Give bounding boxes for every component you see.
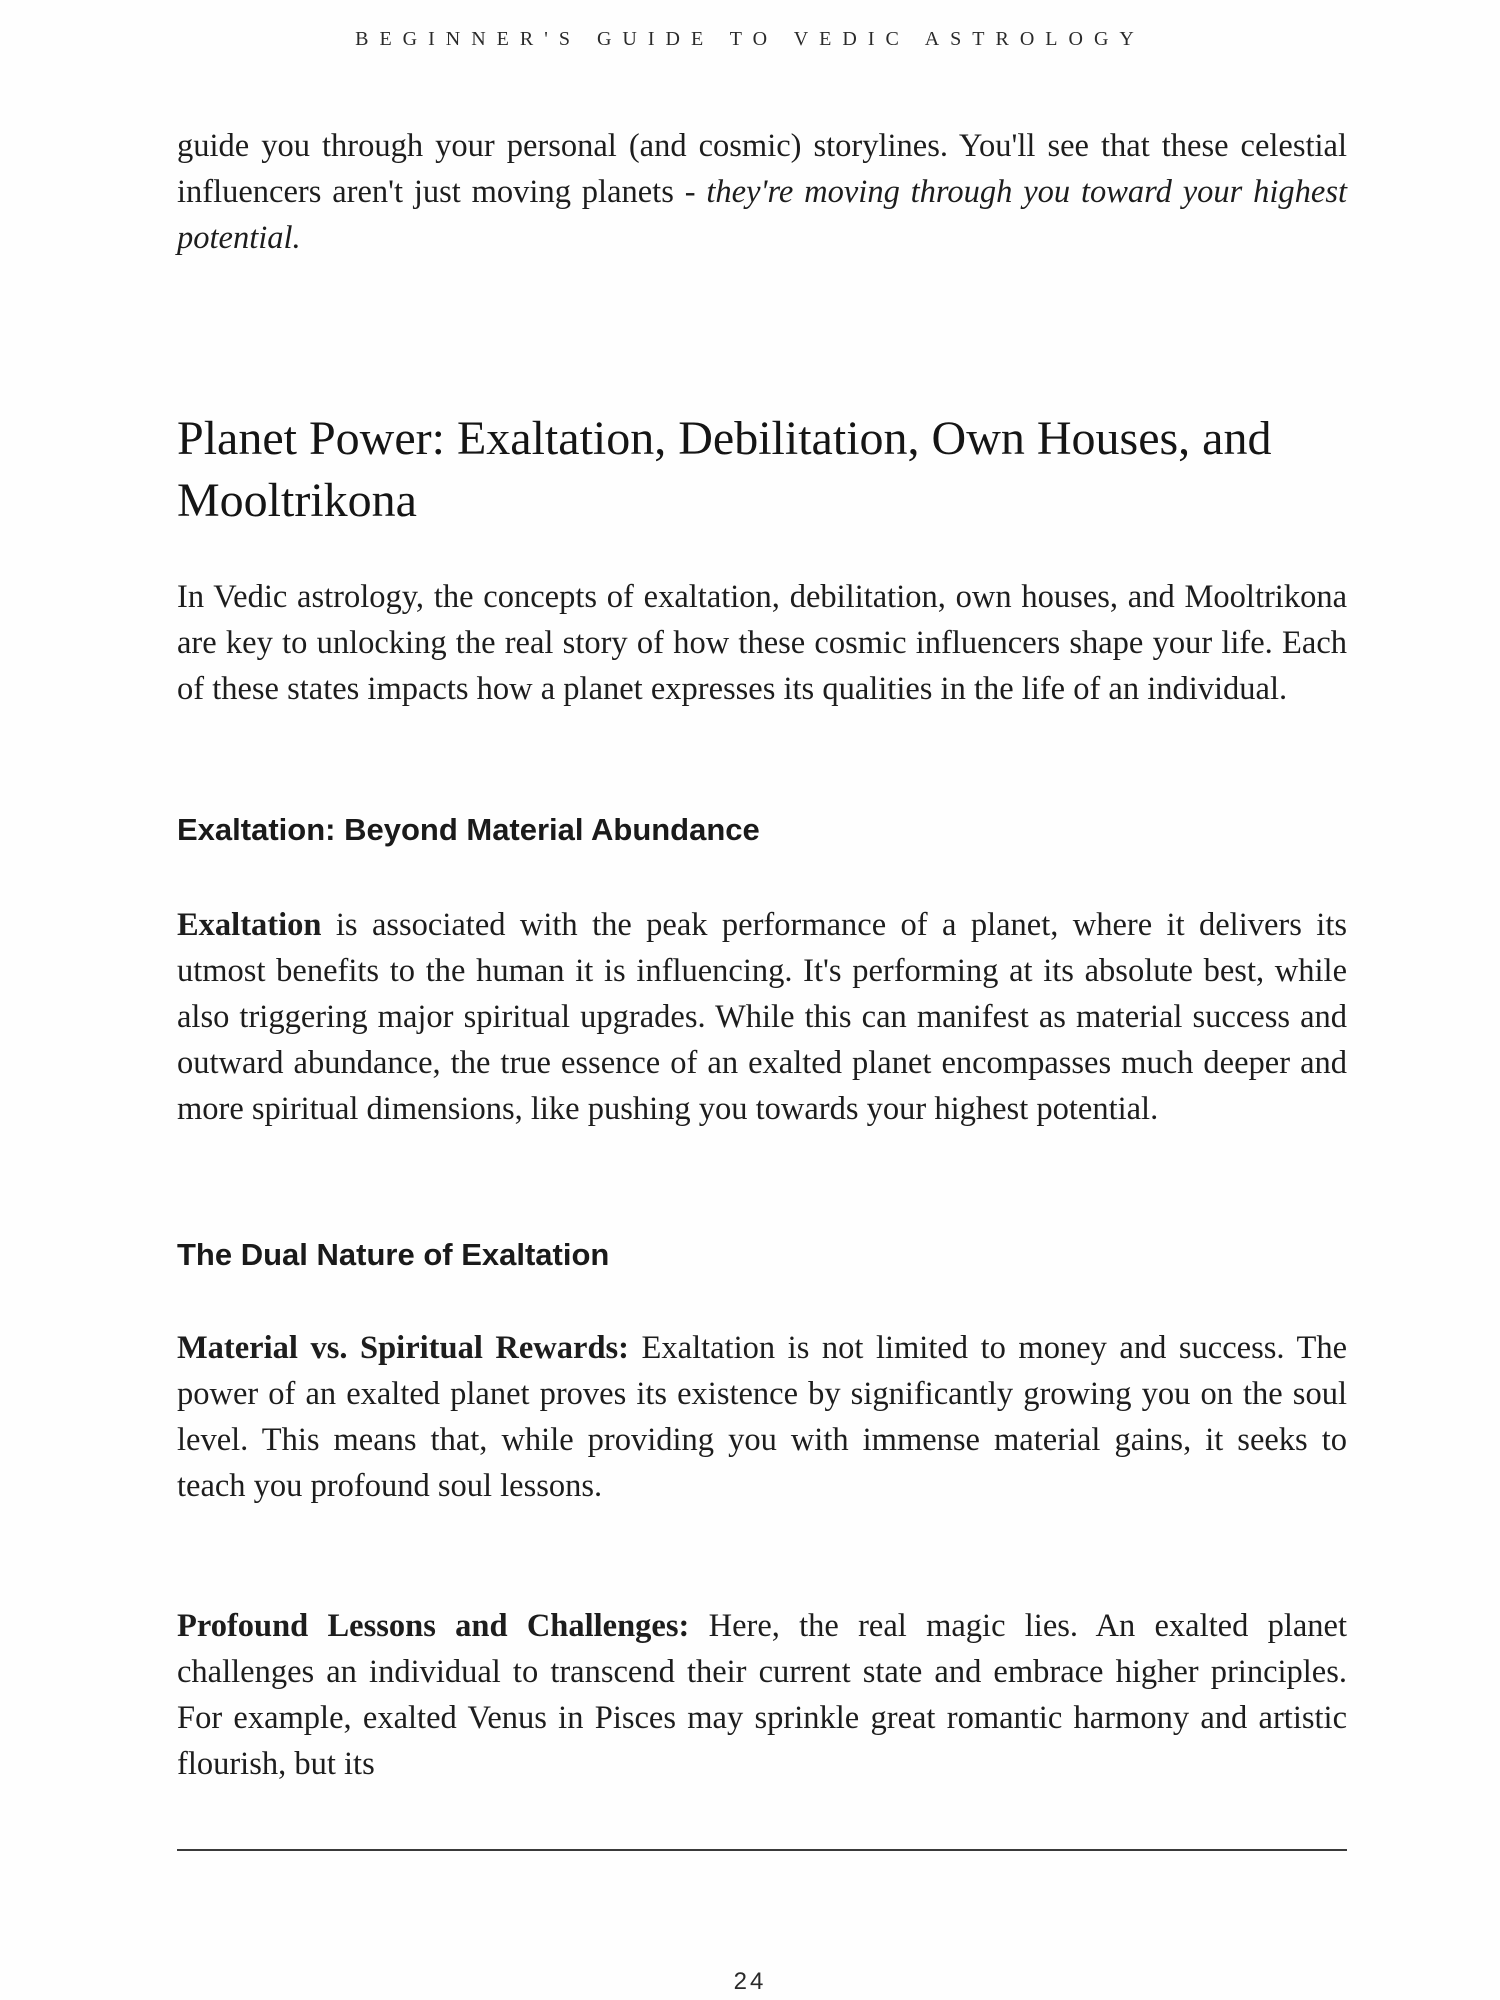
page-number: 24 bbox=[733, 1968, 767, 1995]
profound-text: Here, the real magic lies. An exalted planet challenges an individual to transcend their current state and embrace higher principles. For example, exalted Venus in Pisces may sprinkle great romantic harmony and artistic flourish, but its bbox=[177, 1608, 1347, 1782]
footer-divider bbox=[177, 1849, 1347, 1851]
section-intro-paragraph: In Vedic astrology, the concepts of exaltation, debilitation, own houses, and Mooltrikona are key to unlocking the real story of how these cosmic influencers shape your life. Each of these states impacts how a planet expresses its qualities in the life of an individual. bbox=[177, 579, 1347, 707]
profound-paragraph bbox=[177, 1603, 1347, 1787]
exaltation-term: Exaltation bbox=[177, 907, 322, 943]
material-term: Material vs. Spiritual Rewards: bbox=[177, 1330, 629, 1366]
intro-paragraph bbox=[177, 123, 1347, 261]
exaltation-text: is associated with the peak performance of a planet, where it delivers its utmost benefits to the human it is influencing. It's performing at its absolute best, while also triggering major spiritual upgrades. While this can manifest as material success and outward abundance, the true essence of an exalted planet encompasses much deeper and more spiritual dimensions, like pushing you towards your highest potential. bbox=[177, 907, 1347, 1127]
running-header: BEGINNER'S GUIDE TO VEDIC ASTROLOGY bbox=[355, 28, 1145, 50]
exaltation-heading: Exaltation: Beyond Material Abundance bbox=[177, 812, 760, 847]
intro-emphasis: they're moving through you toward your highest potential. bbox=[177, 174, 1347, 256]
intro-text: guide you through your personal (and cosmic) storylines. You'll see that these celestial influencers aren't just moving planets - bbox=[177, 128, 1347, 210]
material-paragraph bbox=[177, 1325, 1347, 1509]
profound-term: Profound Lessons and Challenges: bbox=[177, 1608, 690, 1644]
exaltation-paragraph bbox=[177, 902, 1347, 1132]
material-text: Exaltation is not limited to money and success. The power of an exalted planet proves its existence by significantly growing you on the soul level. This means that, while providing you with immense material gains, it seeks to teach you profound soul lessons. bbox=[177, 1330, 1347, 1504]
section-title: Planet Power: Exaltation, Debilitation, Own Houses, and Mooltrikona bbox=[177, 412, 1272, 527]
dual-nature-heading: The Dual Nature of Exaltation bbox=[177, 1237, 610, 1272]
